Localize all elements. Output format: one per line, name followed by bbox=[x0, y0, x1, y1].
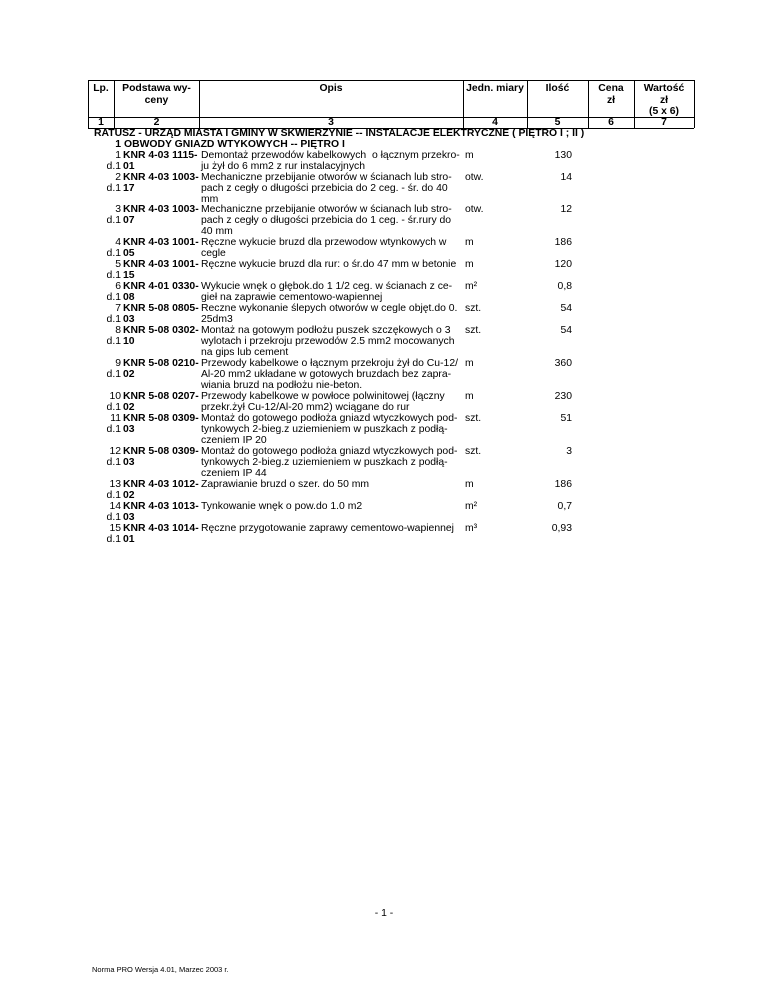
item-base bbox=[123, 150, 203, 172]
item-description-line: Ręczne przygotowanie zaprawy cementowo-wapiennej bbox=[201, 523, 454, 534]
item-unit: m bbox=[465, 237, 474, 248]
item-base-line: KNR 5-08 0207- bbox=[123, 391, 199, 402]
item-description-line: cegle bbox=[201, 248, 226, 260]
item-lp bbox=[88, 204, 121, 226]
item-lp bbox=[88, 358, 121, 380]
table-top-border bbox=[88, 80, 694, 81]
item-quantity: 14 bbox=[560, 172, 572, 183]
item-lp-line: 12 bbox=[109, 446, 121, 457]
item-base bbox=[123, 501, 203, 523]
item-lp bbox=[88, 446, 121, 468]
item-quantity: 186 bbox=[554, 237, 572, 248]
item-lp bbox=[88, 391, 121, 413]
item-base-line: 10 bbox=[123, 336, 135, 348]
item-description bbox=[201, 303, 463, 325]
item-base bbox=[123, 413, 203, 435]
item-lp bbox=[88, 259, 121, 281]
subsection-title: OBWODY GNIAZD WTYKOWYCH -- PIĘTRO I bbox=[124, 139, 345, 150]
item-description bbox=[201, 204, 463, 237]
item-base-line: 01 bbox=[123, 161, 135, 173]
item-description-line: Zaprawianie bruzd o szer. do 50 mm bbox=[201, 479, 370, 490]
item-base-line: 07 bbox=[123, 215, 135, 227]
item-base-line: KNR 4-03 1001- bbox=[123, 237, 199, 248]
column-number: 1 bbox=[98, 117, 104, 128]
software-note: Norma PRO Wersja 4.01, Marzec 2003 r. bbox=[92, 965, 229, 974]
item-base-line: KNR 5-08 0210- bbox=[123, 358, 199, 369]
subsection-number: 1 bbox=[115, 139, 121, 150]
column-number: 7 bbox=[661, 117, 667, 128]
item-lp-line: d.1 bbox=[106, 369, 121, 381]
item-description-line: Ręczne wykucie bruzd dla rur: o śr.do 47 mm w betonie bbox=[201, 259, 457, 270]
item-description bbox=[201, 391, 463, 413]
item-description-line: Tynkowanie wnęk o pow.do 1.0 m2 bbox=[201, 501, 363, 512]
item-base-line: 02 bbox=[123, 369, 135, 381]
column-number: 2 bbox=[153, 117, 160, 128]
header-wartosc: Wartość zł (5 x 6) bbox=[643, 83, 685, 117]
item-base bbox=[123, 523, 203, 545]
table-right-border bbox=[694, 80, 695, 128]
item-base-line: 05 bbox=[123, 248, 135, 260]
item-description-line: czeniem IP 44 bbox=[201, 468, 267, 480]
column-number: 6 bbox=[608, 117, 614, 128]
item-lp-line: 15 bbox=[109, 523, 121, 534]
item-lp-line: d.1 bbox=[106, 183, 121, 195]
item-description bbox=[201, 325, 463, 358]
item-description-line: Montaż do gotowego podłoża gniazd wtyczkowych pod- bbox=[201, 413, 458, 424]
item-description bbox=[201, 413, 463, 446]
item-base-line: 03 bbox=[123, 424, 135, 436]
item-quantity: 360 bbox=[554, 358, 572, 369]
item-description bbox=[201, 523, 463, 534]
item-quantity: 51 bbox=[560, 413, 572, 424]
item-lp-line: 1 bbox=[115, 150, 121, 161]
item-quantity: 12 bbox=[560, 204, 572, 215]
item-description-line: Mechaniczne przebijanie otworów w ścianach lub stro- bbox=[201, 204, 452, 215]
item-quantity: 0,7 bbox=[557, 501, 572, 512]
item-lp-line: d.1 bbox=[106, 248, 121, 260]
item-description-line: przekr.żył Cu-12/Al-20 mm2) wciągane do rur bbox=[201, 402, 410, 414]
item-quantity: 130 bbox=[554, 150, 572, 161]
item-base-line: 03 bbox=[123, 512, 135, 524]
item-description-line: ju żył do 6 mm2 z rur instalacyjnych bbox=[201, 161, 365, 173]
item-lp bbox=[88, 281, 121, 303]
item-lp-line: d.1 bbox=[106, 402, 121, 414]
item-base bbox=[123, 281, 203, 303]
item-base bbox=[123, 303, 203, 325]
item-description bbox=[201, 501, 463, 512]
item-quantity: 120 bbox=[554, 259, 572, 270]
item-base-line: 15 bbox=[123, 270, 135, 282]
item-description-line: Montaż na gotowym podłożu puszek szczękowych o 3 bbox=[201, 325, 451, 336]
item-base bbox=[123, 204, 203, 226]
item-quantity: 54 bbox=[560, 325, 572, 336]
item-base-line: KNR 4-03 1012- bbox=[123, 479, 199, 490]
item-base-line: KNR 5-08 0309- bbox=[123, 413, 199, 424]
item-lp-line: d.1 bbox=[106, 512, 121, 524]
item-lp-line: d.1 bbox=[106, 336, 121, 348]
item-base bbox=[123, 259, 203, 281]
item-description bbox=[201, 479, 463, 490]
item-description-line: mm bbox=[201, 194, 219, 206]
page-number: - 1 - bbox=[374, 908, 394, 919]
header-jedn: Jedn. miary bbox=[466, 83, 524, 94]
item-base-line: KNR 4-03 1003- bbox=[123, 204, 199, 215]
item-description bbox=[201, 237, 463, 259]
item-description bbox=[201, 358, 463, 391]
item-description-line: wylotach i przekroju przewodów 2.5 mm2 mocowanych bbox=[201, 336, 455, 348]
item-base-line: KNR 4-03 1014- bbox=[123, 523, 199, 534]
column-number: 4 bbox=[492, 117, 498, 128]
item-quantity: 230 bbox=[554, 391, 572, 402]
header-cena: Cena zł bbox=[598, 83, 624, 106]
item-base bbox=[123, 391, 203, 413]
item-lp-line: d.1 bbox=[106, 161, 121, 173]
item-quantity: 0,8 bbox=[557, 281, 572, 292]
item-description-line: Przewody kabelkowe w powłoce polwinitowej (łączny bbox=[201, 391, 445, 402]
item-description bbox=[201, 281, 463, 303]
item-base-line: KNR 4-03 1013- bbox=[123, 501, 199, 512]
item-description-line: pach z cegły o długości przebicia do 1 ceg. - śr.rury do bbox=[201, 215, 452, 227]
item-lp-line: 6 bbox=[115, 281, 121, 292]
item-description-line: Montaż do gotowego podłoża gniazd wtyczkowych pod- bbox=[201, 446, 458, 457]
item-lp-line: d.1 bbox=[106, 215, 121, 227]
item-base bbox=[123, 479, 203, 501]
item-description-line: pach z cegły o długości przebicia do 2 ceg. - śr. do 40 bbox=[201, 183, 448, 195]
item-unit: m bbox=[465, 391, 474, 402]
item-lp-line: 8 bbox=[115, 325, 121, 336]
item-base-line: 01 bbox=[123, 534, 135, 546]
item-lp bbox=[88, 150, 121, 172]
item-lp bbox=[88, 479, 121, 501]
item-quantity: 186 bbox=[554, 479, 572, 490]
header-lp: Lp. bbox=[93, 83, 109, 94]
item-base-line: 02 bbox=[123, 402, 135, 414]
item-unit: otw. bbox=[465, 172, 484, 183]
item-lp-line: d.1 bbox=[106, 292, 121, 304]
item-base-line: KNR 4-03 1003- bbox=[123, 172, 199, 183]
item-unit: m bbox=[465, 479, 474, 490]
item-unit: szt. bbox=[465, 303, 482, 314]
item-quantity: 54 bbox=[560, 303, 572, 314]
item-base-line: 02 bbox=[123, 490, 135, 502]
item-description bbox=[201, 150, 463, 172]
item-lp-line: 9 bbox=[115, 358, 121, 369]
item-base-line: KNR 4-01 0330- bbox=[123, 281, 199, 292]
section-title: RATUSZ - URZĄD MIASTA I GMINY W SKWIERZYNIE -- INSTALACJE ELEKTRYCZNE ( PIĘTRO I ; II ) bbox=[94, 128, 585, 139]
item-base-line: KNR 4-03 1001- bbox=[123, 259, 199, 270]
item-quantity: 3 bbox=[566, 446, 572, 457]
item-unit: szt. bbox=[465, 446, 482, 457]
item-description-line: Przewody kabelkowe o łącznym przekroju żył do Cu-12/ bbox=[201, 358, 458, 369]
item-lp bbox=[88, 413, 121, 435]
item-description-line: Demontaż przewodów kabelkowych o łącznym przekro- bbox=[201, 150, 460, 161]
item-lp bbox=[88, 325, 121, 347]
item-quantity: 0,93 bbox=[551, 523, 572, 534]
item-unit: m² bbox=[465, 501, 478, 512]
item-base-line: 17 bbox=[123, 183, 135, 195]
header-ilosc: Ilość bbox=[545, 83, 570, 94]
column-number: 5 bbox=[554, 117, 561, 128]
item-unit: m bbox=[465, 259, 474, 270]
item-description-line: tynkowych 2-bieg.z uziemieniem w puszkach z podłą- bbox=[201, 457, 448, 469]
item-lp bbox=[88, 501, 121, 523]
item-lp-line: 3 bbox=[115, 204, 121, 215]
item-unit: szt. bbox=[465, 325, 482, 336]
item-lp-line: d.1 bbox=[106, 534, 121, 546]
item-lp bbox=[88, 523, 121, 545]
item-lp-line: 7 bbox=[115, 303, 121, 314]
item-base bbox=[123, 446, 203, 468]
item-lp bbox=[88, 303, 121, 325]
item-description-line: wiania bruzd na podłożu nie-beton. bbox=[201, 380, 363, 392]
item-lp-line: 4 bbox=[115, 237, 121, 248]
item-lp-line: 5 bbox=[115, 259, 121, 270]
item-lp-line: d.1 bbox=[106, 424, 121, 436]
item-description-line: 25dm3 bbox=[201, 314, 233, 326]
item-base-line: 08 bbox=[123, 292, 135, 304]
item-description-line: tynkowych 2-bieg.z uziemieniem w puszkach z podłą- bbox=[201, 424, 448, 436]
item-base-line: 03 bbox=[123, 457, 135, 469]
item-description-line: 40 mm bbox=[201, 226, 233, 238]
item-lp-line: 11 bbox=[110, 413, 121, 424]
item-base-line: KNR 5-08 0309- bbox=[123, 446, 199, 457]
item-unit: m bbox=[465, 358, 474, 369]
item-description-line: Reczne wykonanie ślepych otworów w cegle objęt.do 0. bbox=[201, 303, 458, 314]
item-lp-line: d.1 bbox=[106, 490, 121, 502]
item-base-line: KNR 5-08 0302- bbox=[123, 325, 199, 336]
item-lp-line: 14 bbox=[109, 501, 121, 512]
item-lp-line: 2 bbox=[115, 172, 121, 183]
item-base-line: 03 bbox=[123, 314, 135, 326]
item-lp bbox=[88, 172, 121, 194]
item-lp bbox=[88, 237, 121, 259]
item-unit: m³ bbox=[465, 523, 478, 534]
item-unit: otw. bbox=[465, 204, 484, 215]
item-base bbox=[123, 237, 203, 259]
item-unit: szt. bbox=[465, 413, 482, 424]
item-lp-line: 13 bbox=[109, 479, 121, 490]
item-description-line: Mechaniczne przebijanie otworów w ścianach lub stro- bbox=[201, 172, 452, 183]
item-description-line: gieł na zaprawie cementowo-wapiennej bbox=[201, 292, 383, 304]
item-lp-line: d.1 bbox=[106, 457, 121, 469]
item-description bbox=[201, 446, 463, 479]
item-description-line: na gips lub cement bbox=[201, 347, 289, 359]
header-opis: Opis bbox=[319, 83, 343, 94]
item-base-line: KNR 5-08 0805- bbox=[123, 303, 199, 314]
item-description-line: Al-20 mm2 układane w gotowych bruzdach bez zapra- bbox=[201, 369, 452, 381]
item-base bbox=[123, 172, 203, 194]
item-lp-line: d.1 bbox=[106, 314, 121, 326]
item-unit: m² bbox=[465, 281, 478, 292]
item-base bbox=[123, 325, 203, 347]
item-base bbox=[123, 358, 203, 380]
item-description-line: Wykucie wnęk o głębok.do 1 1/2 ceg. w ścianach z ce- bbox=[201, 281, 453, 292]
item-base-line: KNR 4-03 1115- bbox=[123, 150, 198, 161]
header-podstawa: Podstawa wy- ceny bbox=[122, 83, 191, 106]
item-lp-line: 10 bbox=[109, 391, 121, 402]
item-lp-line: d.1 bbox=[106, 270, 121, 282]
item-description bbox=[201, 259, 463, 270]
item-description-line: Ręczne wykucie bruzd dla przewodow wtynkowych w bbox=[201, 237, 447, 248]
item-description-line: czeniem IP 20 bbox=[201, 435, 267, 447]
column-number: 3 bbox=[328, 117, 334, 128]
item-unit: m bbox=[465, 150, 474, 161]
item-description bbox=[201, 172, 463, 205]
